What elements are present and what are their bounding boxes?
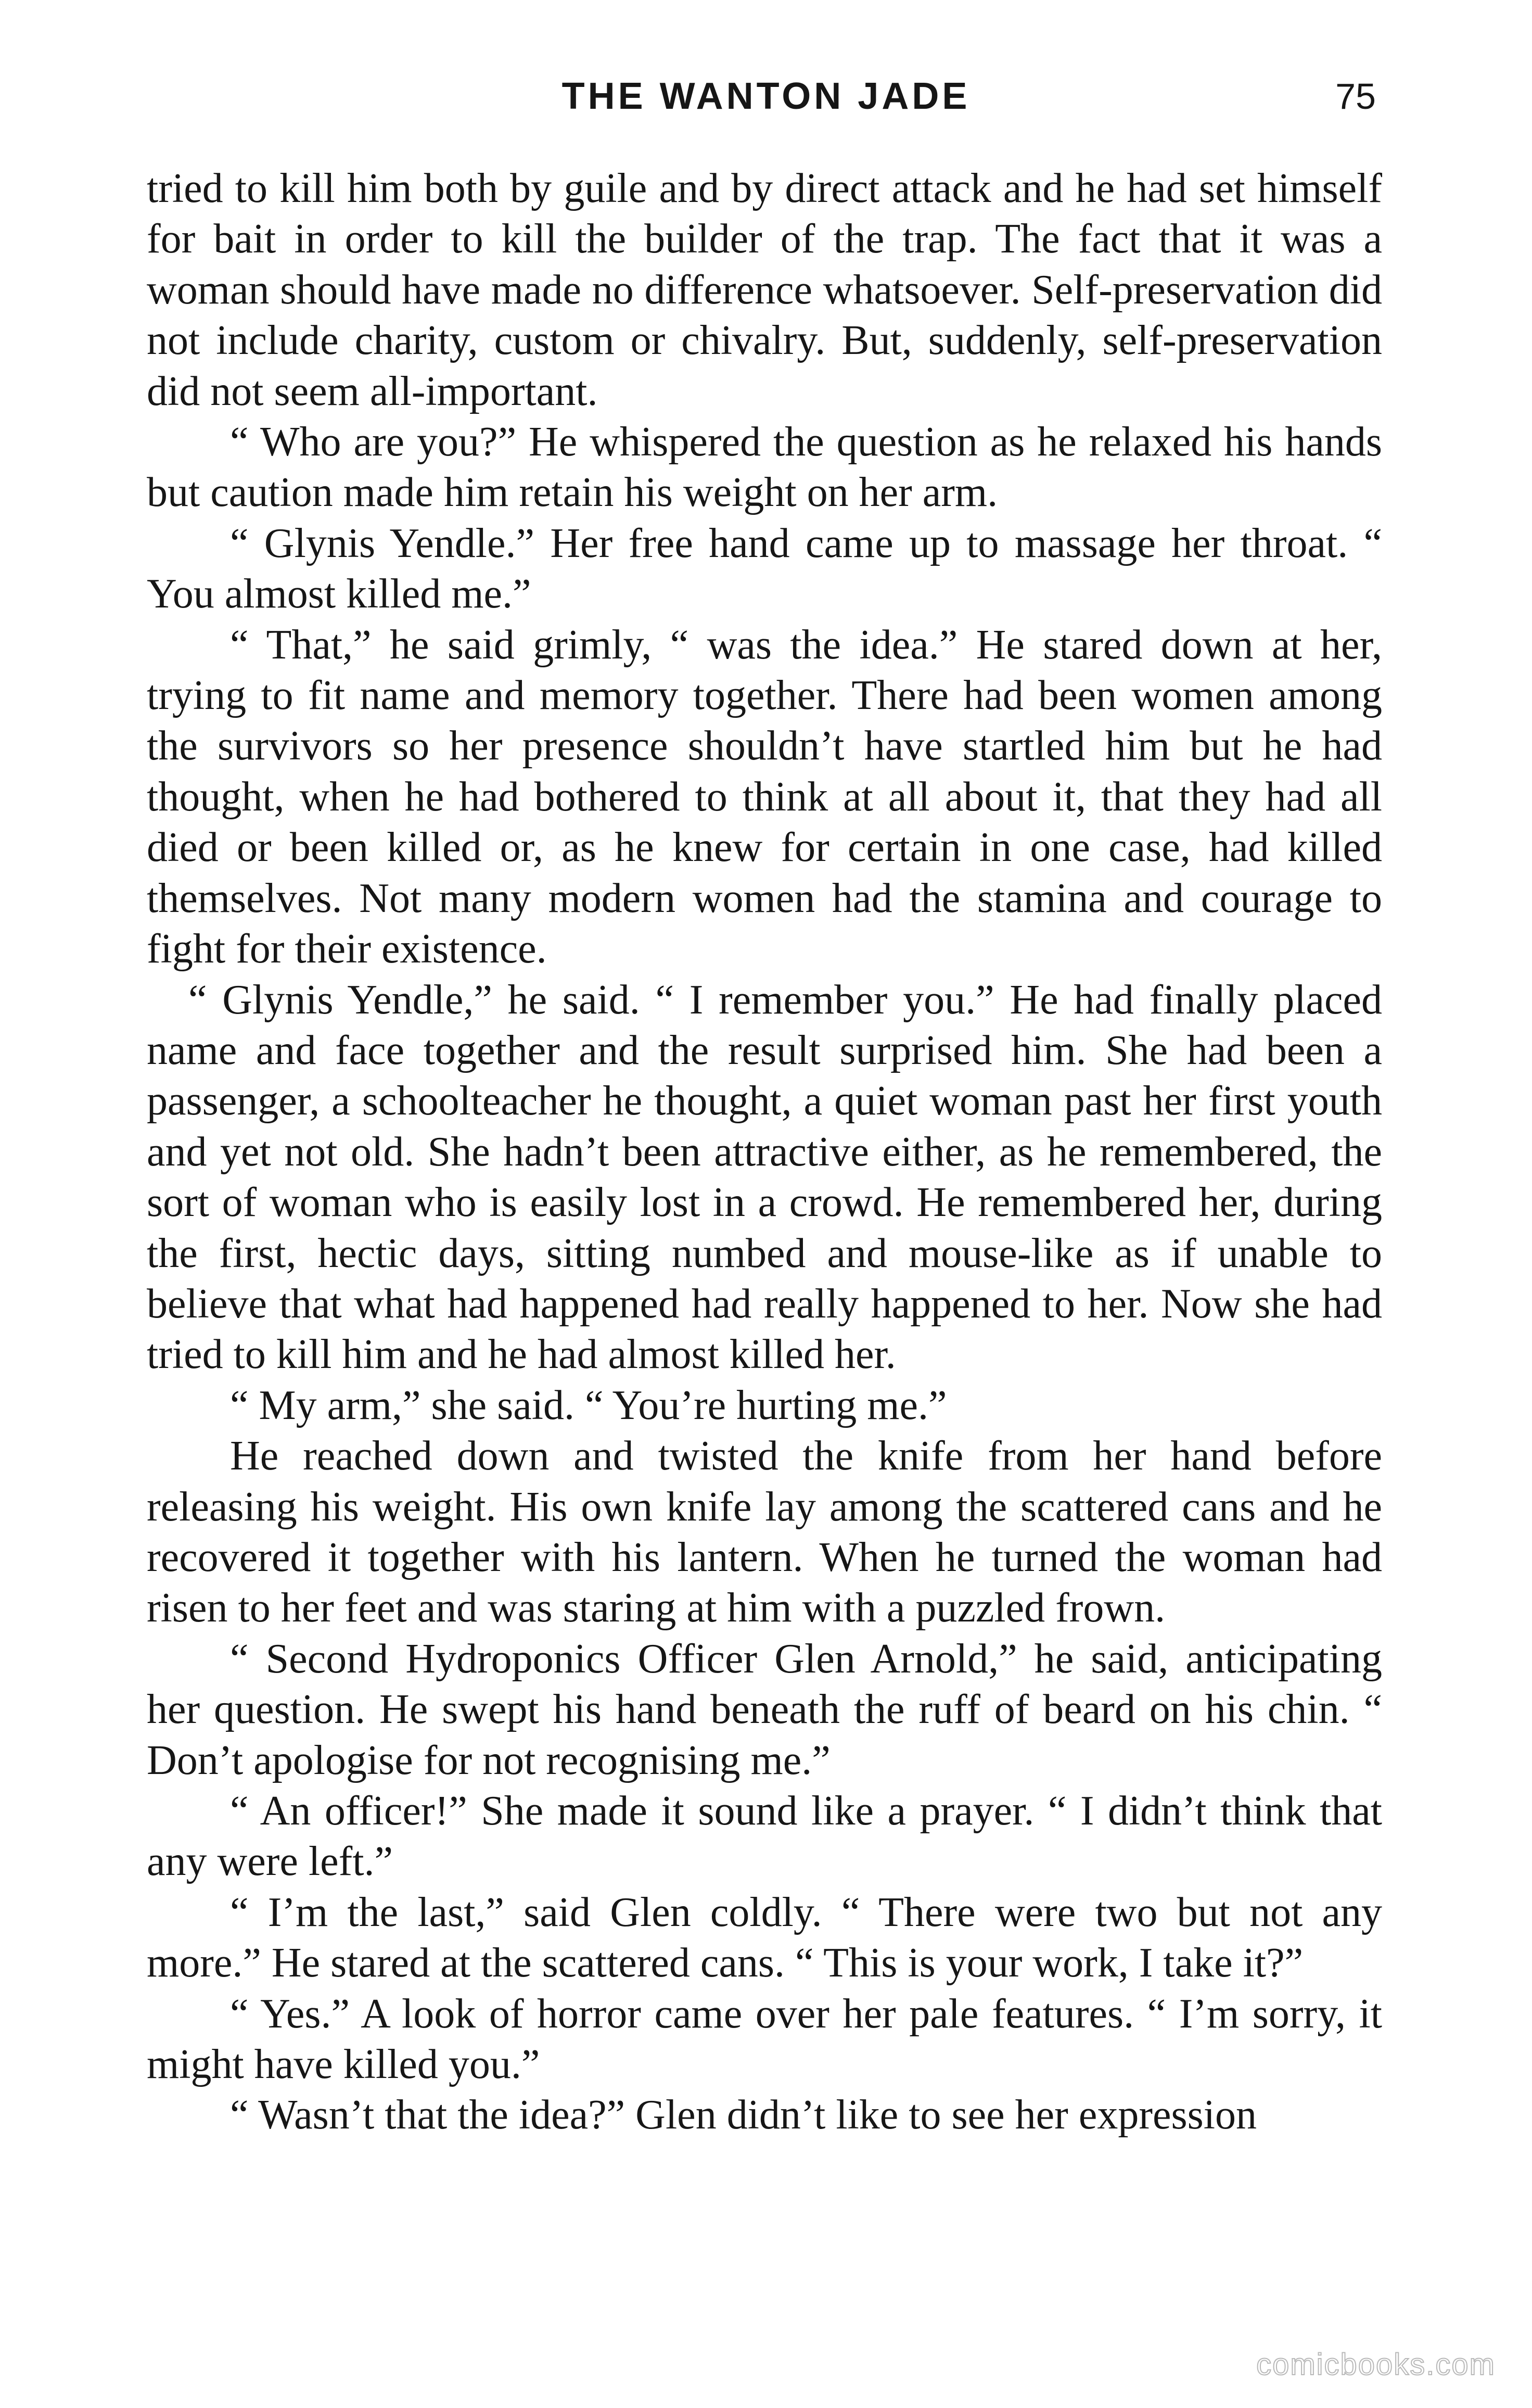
paragraph: “ Yes.” A look of horror came over her pale features. “ I’m sorry, it might have killed you.” xyxy=(147,1991,1382,2088)
running-head xyxy=(0,68,1532,125)
running-title: THE WANTON JADE xyxy=(561,75,971,117)
paragraph: “ Second Hydroponics Officer Glen Arnold,” he said, anticipating her question. He swept his hand beneath the ruff of beard on his chin. “ Don’t apologise for not recognising me.” xyxy=(147,1636,1382,1783)
paragraph: “ An officer!” She made it sound like a prayer. “ I didn’t think that any were left.” xyxy=(147,1788,1382,1885)
paragraph: “ Glynis Yendle.” Her free hand came up to massage her throat. “ You almost killed me.” xyxy=(147,520,1382,617)
paragraph: “ Wasn’t that the idea?” Glen didn’t like to see her expression xyxy=(230,2092,1257,2138)
paragraph: “ My arm,” she said. “ You’re hurting me.” xyxy=(230,1382,947,1428)
paragraph: tried to kill him both by guile and by direct attack and he had set himself for bait in order to kill the builder of the trap. The fact that it was a woman should have made no difference whatsoever. Self-preservation did not include charity, custom or chivalry. But, suddenly, self-preservation did not seem all-important. xyxy=(147,166,1382,414)
page-number: 75 xyxy=(1335,76,1376,117)
paragraph: “ Who are you?” He whispered the question as he relaxed his hands but caution made him retain his weight on her arm. xyxy=(147,419,1382,516)
watermark: comicbooks.com xyxy=(1256,2348,1496,2381)
paragraph: He reached down and twisted the knife from her hand before releasing his weight. His own knife lay among the scattered cans and he recovered it together with his lantern. When he turned the woman had risen to her feet and was staring at him with a puzzled frown. xyxy=(147,1433,1382,1631)
paragraph: “ That,” he said grimly, “ was the idea.” He stared down at her, trying to fit name and memory together. There had been women among the survivors so her presence shouldn’t have startled him but he had thought, when he had bothered to think at all about it, that they had all died or been killed or, as he knew for certain in one case, had killed themselves. Not many modern women had the stamina and courage to fight for their existence. xyxy=(147,622,1382,972)
paragraph: “ I’m the last,” said Glen coldly. “ There were two but not any more.” He stared at the scattered cans. “ This is your work, I take it?” xyxy=(147,1889,1382,1986)
body-text xyxy=(147,163,1382,2141)
paragraph: “ Glynis Yendle,” he said. “ I remember you.” He had finally placed name and face together and the result surprised him. She had been a passenger, a schoolteacher he thought, a quiet woman past her first youth and yet not old. She hadn’t been attractive either, as he remembered, the sort of woman who is easily lost in a crowd. He remembered her, during the first, hectic days, sitting numbed and mouse-like as if unable to believe that what had happened had really happened to her. Now she had tried to kill him and he had almost killed her. xyxy=(147,977,1382,1378)
